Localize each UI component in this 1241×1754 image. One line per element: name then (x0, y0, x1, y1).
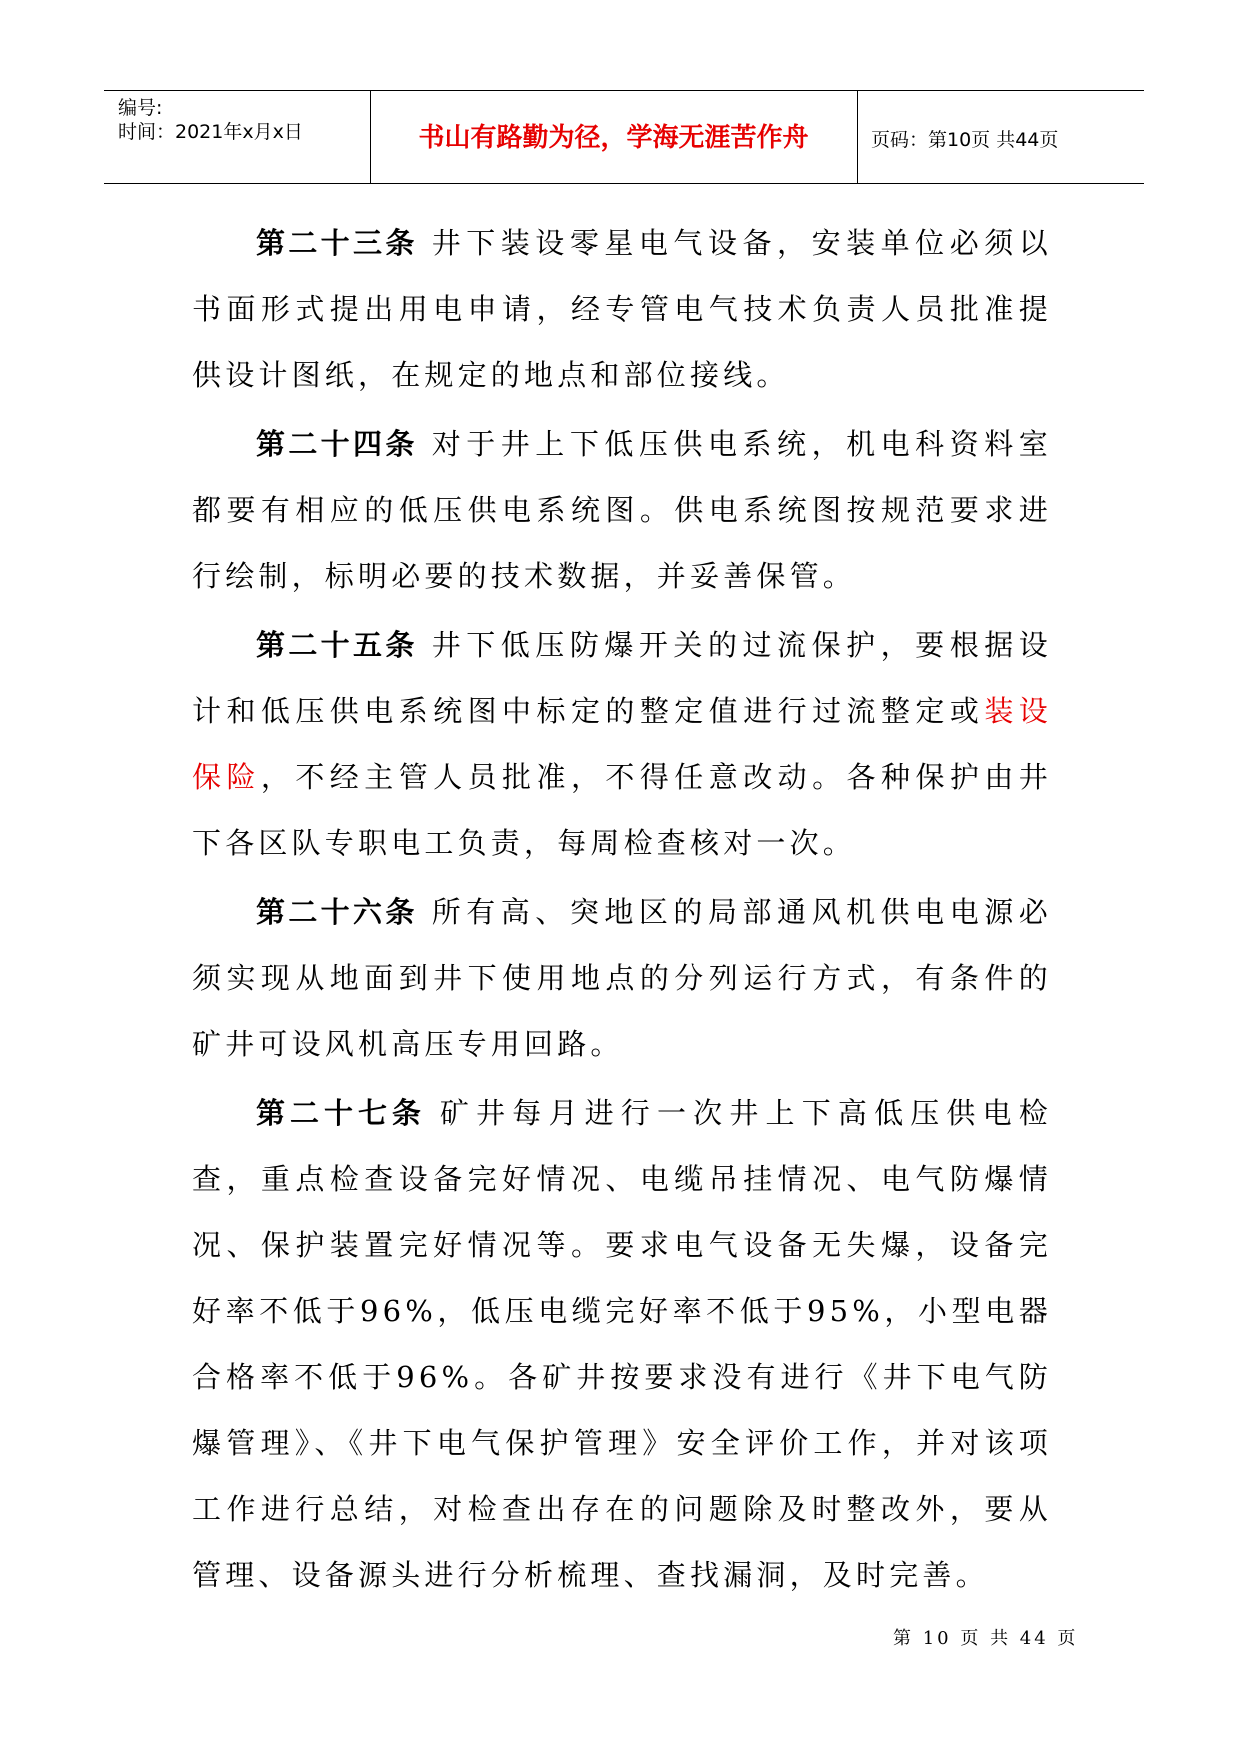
article-text: 井下装设零星电气设备，安装单位必须以书面形式提出用电申请，经专管电气技术负责人员批准提供设计图纸，在规定的地点和部位接线。 (192, 226, 1052, 392)
article-title: 第二十五条 (256, 628, 418, 662)
article-25 (192, 612, 1052, 876)
document-time-label: 时间：2021年x月x日 (118, 121, 303, 143)
article-27 (192, 1080, 1052, 1608)
article-text: 所有高、突地区的局部通风机供电电源必须实现从地面到井下使用地点的分列运行方式，有条件的矿井可设风机高压专用回路。 (192, 895, 1052, 1061)
article-text: 对于井上下低压供电系统，机电科资料室都要有相应的低压供电系统图。供电系统图按规范要求进行绘制，标明必要的技术数据，并妥善保管。 (192, 427, 1052, 593)
article-text: 井下低压防爆开关的过流保护，要根据设计和低压供电系统图中标定的整定值进行过流整定或 (192, 628, 1052, 728)
page-header (104, 90, 1144, 184)
article-title: 第二十三条 (256, 226, 418, 260)
header-motto: 书山有路勤为径，学海无涯苦作舟 (418, 123, 809, 153)
document-body (192, 210, 1052, 1611)
article-26 (192, 879, 1052, 1077)
page-footer: 第 10 页 共 44 页 (893, 1628, 1079, 1649)
article-text: 矿井每月进行一次井上下高低压供电检查，重点检查设备完好情况、电缆吊挂情况、电气防爆情况、保护装置完好情况等。要求电气设备无失爆，设备完好率不低于96%，低压电缆完好率不低于95%，小型电器合格率不低于96%。各矿井按要求没有进行《井下电气防爆管理》、《井下电气保护管理》安全评价工作，并对该项工作进行总结，对检查出存在的问题除及时整改外，要从管理、设备源头进行分析梳理、查找漏洞，及时完善。 (192, 1096, 1052, 1592)
highlighted-text: 装设保险 (192, 694, 1052, 794)
article-24 (192, 411, 1052, 609)
article-23 (192, 210, 1052, 408)
header-middle-cell (370, 91, 858, 183)
header-page-info: 页码：第10页 共44页 (871, 129, 1059, 151)
document-number-label: 编号: (118, 97, 163, 119)
header-left-cell (104, 91, 371, 183)
article-title: 第二十七条 (256, 1096, 426, 1130)
header-right-cell (859, 91, 1144, 183)
article-text: ，不经主管人员批准，不得任意改动。各种保护由井下各区队专职电工负责，每周检查核对一次。 (192, 760, 1052, 860)
article-title: 第二十六条 (256, 895, 418, 929)
article-title: 第二十四条 (256, 427, 418, 461)
